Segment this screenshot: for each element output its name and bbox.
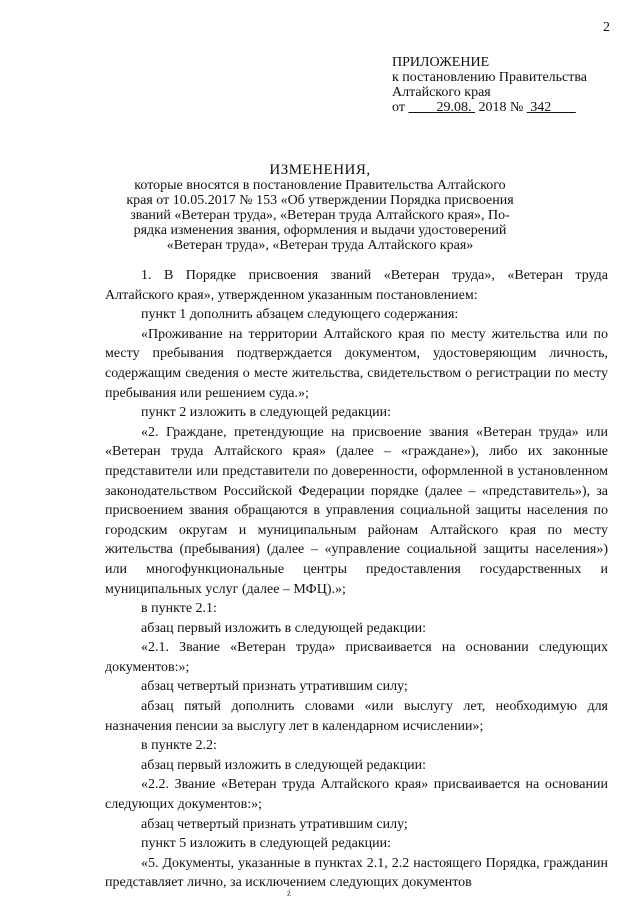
paragraph: «5. Документы, указанные в пунктах 2.1, 2.2 настоящего Порядка, гражданин представляет лично, за исключением следующих документов bbox=[105, 855, 608, 891]
paragraph: «Проживание на территории Алтайского края по месту жительства или по месту пребывания подтверждается документом, удостоверяющим личность, содержащим сведения о месте жительства, свидетельством о регистрации по месту пребывания или решением суда.»; bbox=[105, 326, 608, 401]
date-day: 29.08. bbox=[436, 100, 472, 115]
heading-line: рядка изменения звания, оформления и выдачи удостоверений bbox=[133, 223, 507, 238]
heading-line: званий «Ветеран труда», «Ветеран труда Алтайского края», По- bbox=[130, 208, 510, 223]
number-value: 342 bbox=[530, 100, 552, 115]
scan-artifact-mark: ź bbox=[287, 888, 291, 898]
paragraph: абзац первый изложить в следующей редакции: bbox=[141, 757, 427, 773]
appendix-title: ПРИЛОЖЕНИЕ bbox=[392, 55, 490, 70]
date-year: 2018 bbox=[478, 100, 507, 115]
paragraph: абзац пятый дополнить словами «или выслугу лет, необходимую для назначения пенсии за выслугу лет в календарном исчислении»; bbox=[105, 699, 608, 734]
appendix-line: к постановлению Правительства bbox=[392, 70, 588, 85]
paragraph: пункт 5 изложить в следующей редакции: bbox=[141, 836, 391, 852]
paragraph: пункт 1 дополнить абзацем следующего содержания: bbox=[141, 307, 459, 323]
paragraph: «2.2. Звание «Ветеран труда Алтайского края» присваивается на основании следующих документов:»; bbox=[105, 777, 608, 813]
heading-line: края от 10.05.2017 № 153 «Об утверждении Порядка присвоения bbox=[126, 193, 514, 208]
paragraph: «2.1. Звание «Ветеран труда» присваивается на основании следующих документов:»; bbox=[105, 640, 608, 675]
document-body bbox=[105, 266, 608, 893]
date-value bbox=[408, 100, 475, 115]
number-sign: № bbox=[509, 100, 524, 115]
paragraph: в пункте 2.2: bbox=[141, 738, 217, 754]
paragraph: абзац четвертый признать утратившим силу; bbox=[141, 816, 408, 832]
paragraph: 1. В Порядке присвоения званий «Ветеран труда», «Ветеран труда Алтайского края», утвержденном указанным постановлением: bbox=[105, 268, 608, 303]
date-prefix: от bbox=[392, 100, 405, 115]
paragraph: абзац первый изложить в следующей редакции: bbox=[141, 620, 427, 636]
paragraph: «2. Граждане, претендующие на присвоение звания «Ветеран труда» или «Ветеран труда Алтайского края» (далее – «граждане»), либо их законные представители или представители по доверенности, оформленной в установленном законодательством Российской Федерации порядке (далее – «представитель»), за присвоением звания обращаются в управления социальной защиты населения по городским округам и муниципальным районам Алтайского края по месту жительства (пребывания) (далее – «управление социальной защиты населения») или многофункциональные центры предоставления государственных и муниципальных услуг (далее – МФЦ).»; bbox=[105, 424, 608, 597]
page-number: 2 bbox=[603, 20, 610, 35]
heading-line: которые вносятся в постановление Правительства Алтайского bbox=[134, 178, 506, 193]
appendix-block bbox=[392, 55, 587, 115]
document-heading bbox=[0, 163, 640, 253]
paragraph: абзац четвертый признать утратившим силу; bbox=[141, 679, 408, 695]
heading-line: «Ветеран труда», «Ветеран труда Алтайского края» bbox=[166, 238, 474, 253]
appendix-line: Алтайского края bbox=[392, 85, 491, 100]
paragraph: в пункте 2.1: bbox=[141, 601, 217, 617]
appendix-date-line bbox=[392, 100, 587, 115]
heading-title: ИЗМЕНЕНИЯ, bbox=[269, 162, 371, 178]
paragraph: пункт 2 изложить в следующей редакции: bbox=[141, 405, 391, 421]
document-number bbox=[527, 100, 576, 115]
